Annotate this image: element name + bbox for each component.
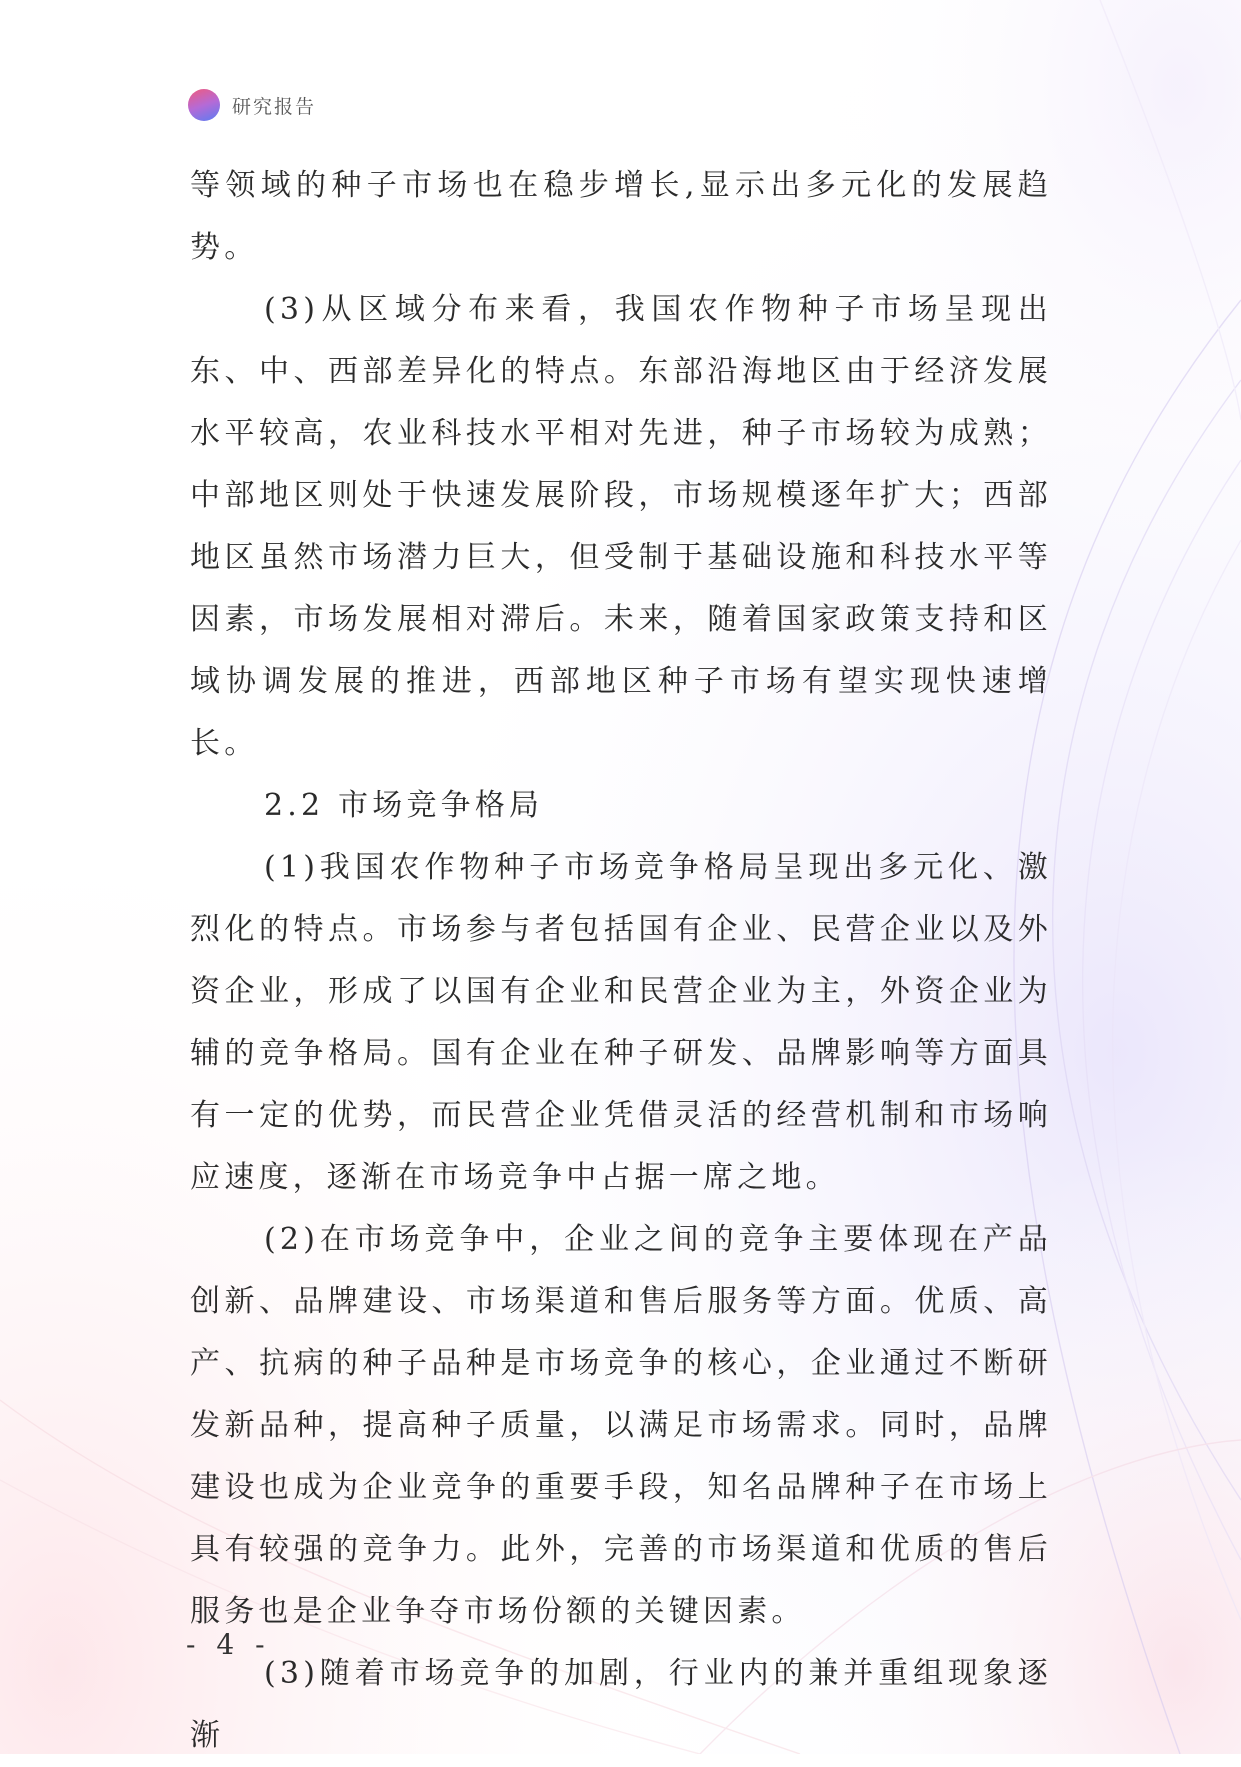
paragraph-continuation: 等领域的种子市场也在稳步增长,显示出多元化的发展趋势。	[190, 168, 1052, 265]
page-number: - 4 -	[186, 1628, 271, 1661]
paragraph-regional-distribution: (3)从区域分布来看，我国农作物种子市场呈现出东、中、西部差异化的特点。东部沿海地区由于经济发展水平较高，农业科技水平相对先进，种子市场较为成熟；中部地区则处于快速发展阶段，市场规模逐年扩大；西部地区虽然市场潜力巨大，但受制于基础设施和科技水平等因素，市场发展相对滞后。未来，随着国家政策支持和区域协调发展的推进，西部地区种子市场有望实现快速增长。	[190, 292, 1052, 761]
section-heading-market-competition: 2.2 市场竞争格局	[264, 788, 544, 823]
header-title: 研究报告	[232, 95, 317, 118]
report-logo-icon	[188, 89, 220, 121]
document-body	[190, 155, 1052, 1767]
paragraph-mergers: (3)随着市场竞争的加剧，行业内的兼并重组现象逐渐	[190, 1656, 1052, 1753]
paragraph-competition-factors: (2)在市场竞争中，企业之间的竞争主要体现在产品创新、品牌建设、市场渠道和售后服务等方面。优质、高产、抗病的种子品种是市场竞争的核心，企业通过不断研发新品种，提高种子质量，以满足市场需求。同时，品牌建设也成为企业竞争的重要手段，知名品牌种子在市场上具有较强的竞争力。此外，完善的市场渠道和优质的售后服务也是企业争夺市场份额的关键因素。	[190, 1222, 1052, 1629]
page-header	[188, 88, 316, 122]
paragraph-competition-landscape: (1)我国农作物种子市场竞争格局呈现出多元化、激烈化的特点。市场参与者包括国有企业、民营企业以及外资企业，形成了以国有企业和民营企业为主，外资企业为辅的竞争格局。国有企业在种子研发、品牌影响等方面具有一定的优势，而民营企业凭借灵活的经营机制和市场响应速度，逐渐在市场竞争中占据一席之地。	[190, 850, 1052, 1195]
